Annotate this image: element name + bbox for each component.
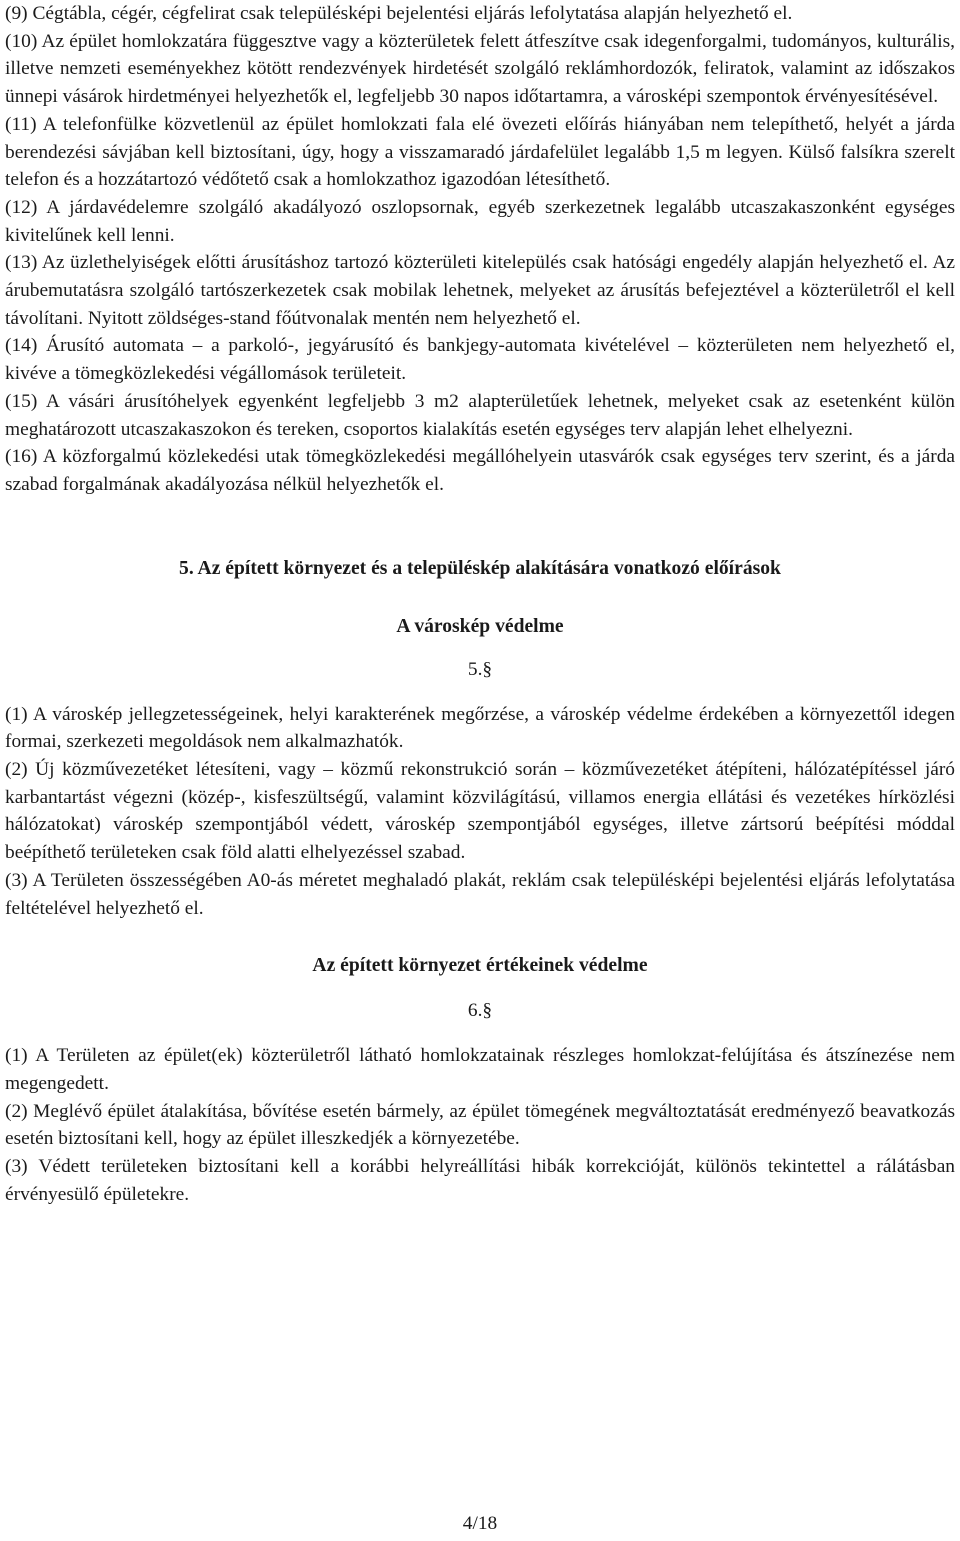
paragraph-15: (15) A vásári árusítóhelyek egyenként legfeljebb 3 m2 alapterületűek lehetnek, melyeket csak az esetenként külön meghatározott utcaszakaszokon és tereken, csoportos kialakítás esetén egységes terv alapján lehet elhelyezni.	[5, 390, 955, 440]
section2-paragraph-3: (3) Védett területeken biztosítani kell a korábbi helyreállítási hibák korrekcióját, különös tekintettel a rálátásban érvényesülő épületekre.	[5, 1156, 955, 1205]
top-paragraphs	[5, 0, 955, 499]
paragraph-16: (16) A közforgalmú közlekedési utak tömegközlekedési megállóhelyein utasvárók csak egységes terv szerint, és a járda szabad forgalmának akadályozása nélkül helyezhetők el.	[5, 446, 955, 495]
document-page	[5, 0, 955, 1209]
paragraph-mark-5: 5.§	[467, 658, 493, 680]
paragraph-13: (13) Az üzlethelyiségek előtti árusításhoz tartozó közterületi kitelepülés csak hatósági engedély alapján helyezhető el. Az árubemutatásra szolgáló tartószerkezetek csak mobilak lehetnek, melyeket az árusítás befejeztével a közterületről el kell távolítani. Nyitott zöldséges-stand főútvonalak mentén nem helyezhető el.	[5, 252, 955, 329]
paragraph-14: (14) Árusító automata – a parkoló-, jegyárusító és bankjegy-automata kivételével – közterületen nem helyezhető el, kivéve a tömegközlekedési végállomások területeit.	[5, 335, 955, 385]
section-varoskep-body	[5, 701, 955, 923]
section-title-ertekek: Az épített környezet értékeinek védelme	[312, 955, 648, 977]
section1-paragraph-1: (1) A városkép jellegzetességeinek, helyi karakterének megőrzése, a városkép védelme érdekében a környezettől idegen formai, szerkezeti megoldások nem alkalmazhatók.	[5, 703, 955, 753]
section2-paragraph-1: (1) A Területen az épület(ek) közterületről látható homlokzatainak részleges homlokzat-felújítása és átszínezése nem megengedett.	[5, 1045, 955, 1094]
section-title-varoskep: A városkép védelme	[396, 615, 564, 637]
section1-paragraph-2: (2) Új közművezetéket létesíteni, vagy – közmű rekonstrukció során – közművezetéket átépíteni, hálózatépítéssel járó karbantartást végezni (közép-, kisfeszültségű, valamint közvilágítású, villamos energia ellátási és vezetékes hírközlési hálózatokat) városkép szempontjából védett, városkép szempontjából egységes, illetve zártsorú beépítési móddal beépíthető területeken csak föld alatti elhelyezéssel szabad.	[5, 759, 955, 864]
paragraph-mark-6: 6.§	[467, 1000, 493, 1022]
section2-paragraph-2: (2) Meglévő épület átalakítása, bővítése esetén bármely, az épület tömegének megváltoztatását eredményező beavatkozás esetén biztosítani kell, hogy az épület illeszkedjék a környezetébe.	[5, 1100, 955, 1150]
page-number: 4/18	[462, 1513, 498, 1534]
section1-paragraph-3: (3) A Területen összességében A0-ás méretet meghaladó plakát, reklám csak településképi bejelentési eljárás lefolytatása feltételével helyezhető el.	[5, 869, 955, 919]
paragraph-10: (10) Az épület homlokzatára függesztve vagy a közterületek felett átfeszítve csak idegenforgalmi, tudományos, kulturális, illetve nemzeti eseményekhez kötött rendezvények hirdetését szolgáló reklámhordozók, feliratok, valamint az időszakos ünnepi vásárok hirdetményei helyezhetők el, legfeljebb 30 napos időtartamra, a városképi szempontok érvényesítésével.	[5, 30, 955, 108]
chapter-heading: 5. Az épített környezet és a településkép alakítására vonatkozó előírások	[179, 557, 781, 579]
paragraph-12: (12) A járdavédelemre szolgáló akadályozó oszlopsornak, egyéb szerkezetnek legalább utcaszakaszonként egységes kivitelűnek kell lenni.	[5, 196, 955, 246]
paragraph-9: (9) Cégtábla, cégér, cégfelirat csak településképi bejelentési eljárás lefolytatása alapján helyezhető el.	[5, 3, 793, 24]
paragraph-11: (11) A telefonfülke közvetlenül az épület homlokzati fala elé övezeti előírás hiányában nem telepíthető, helyét a járda berendezési sávjában kell biztosítani, úgy, hogy a visszamaradó járdafelület legalább 1,5 m legyen. Külső falsíkra szerelt telefon és a hozzátartozó védőtető csak a homlokzathoz igazodóan létesíthető.	[5, 113, 955, 191]
section-ertekek-body	[5, 1042, 955, 1208]
